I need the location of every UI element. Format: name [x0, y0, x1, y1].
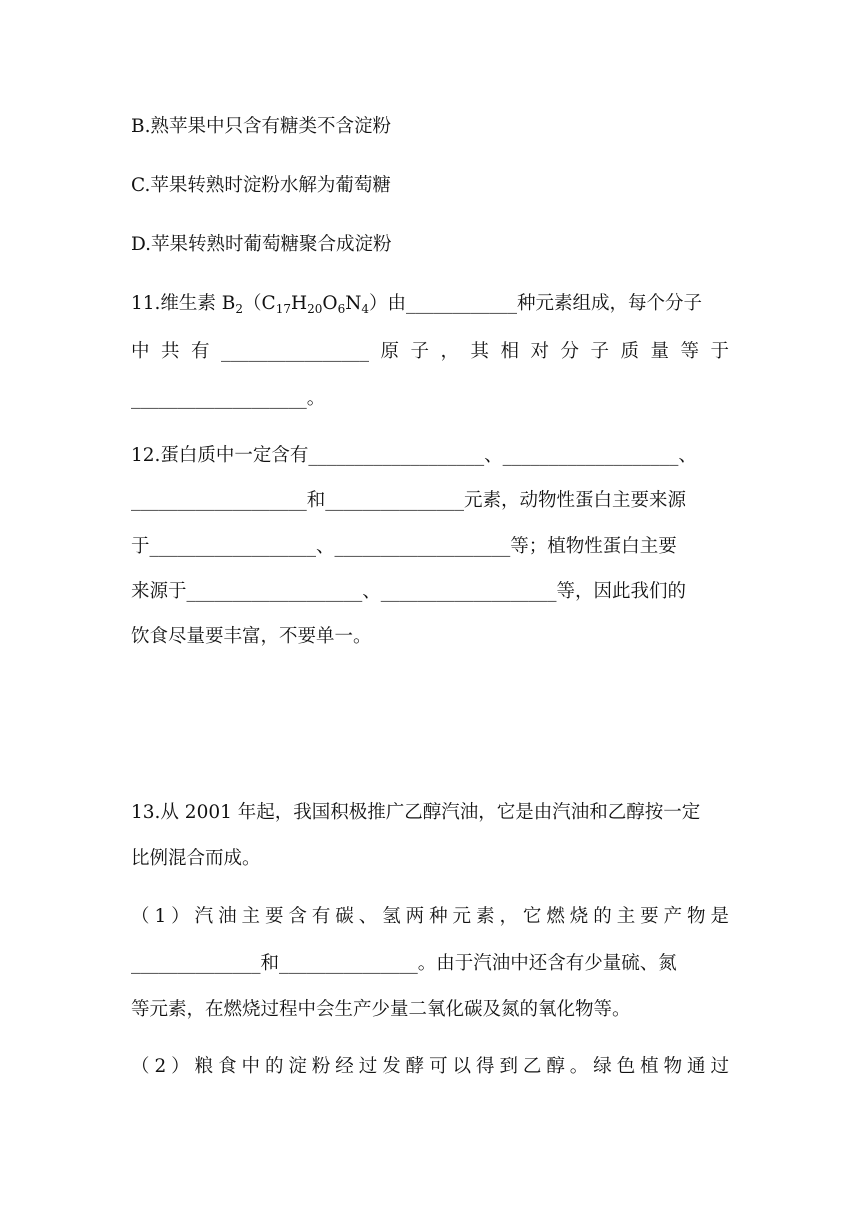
q13-part-1-line-3: 等元素，在燃烧过程中会生产少量二氧化碳及氮的氧化物等。 [131, 999, 631, 1020]
q11-formula-open: （C [243, 293, 276, 314]
q11-c-subscript: 17 [275, 302, 291, 316]
q11-prefix: 11.维生素 B [131, 293, 236, 314]
q11-line-1 [131, 289, 729, 319]
q12-line-3: 于__________________、___________________等；植物性蛋白主要 [131, 536, 677, 557]
q13-part-1-line-1: （1）汽油主要含有碳、氢两种元素，它燃烧的主要产物是 [131, 906, 729, 927]
q12-line-4: 来源于___________________、___________________等，因此我们的 [131, 581, 687, 602]
q11-n-subscript: 4 [361, 302, 370, 316]
q10-option-d: D.苹果转熟时葡萄糖聚合成淀粉 [131, 234, 392, 255]
q11-o-subscript: 6 [337, 302, 346, 316]
q12-line-2: ___________________和_______________元素，动物性蛋白主要来源 [131, 490, 687, 511]
q11-h-subscript: 20 [307, 302, 323, 316]
q13-part-2-line-1: （2）粮食中的淀粉经过发酵可以得到乙醇。绿色植物通过 [131, 1056, 729, 1077]
q11-h: H [290, 293, 308, 314]
q11-n: N [345, 293, 362, 314]
q11-line-1-rest: ）由____________种元素组成，每个分子 [369, 293, 703, 314]
q10-option-c: C.苹果转熟时淀粉水解为葡萄糖 [131, 175, 391, 196]
q10-option-b: B.熟苹果中只含有糖类不含淀粉 [131, 116, 391, 137]
q11-b-subscript: 2 [235, 302, 244, 316]
q11-line-2: 中共有________________原子，其相对分子质量等于 [131, 341, 729, 362]
q13-line-1: 13.从 2001 年起，我国积极推广乙醇汽油，它是由汽油和乙醇按一定 [131, 802, 701, 823]
q12-line-5: 饮食尽量要丰富，不要单一。 [131, 626, 372, 647]
q13-line-2: 比例混合而成。 [131, 848, 261, 869]
q11-line-3: ___________________。 [131, 388, 326, 409]
q11-o: O [322, 293, 338, 314]
q12-line-1: 12.蛋白质中一定含有___________________、___________________、 [131, 445, 697, 466]
q13-part-1-line-2: ______________和_______________。由于汽油中还含有少量硫、氮 [131, 953, 677, 974]
